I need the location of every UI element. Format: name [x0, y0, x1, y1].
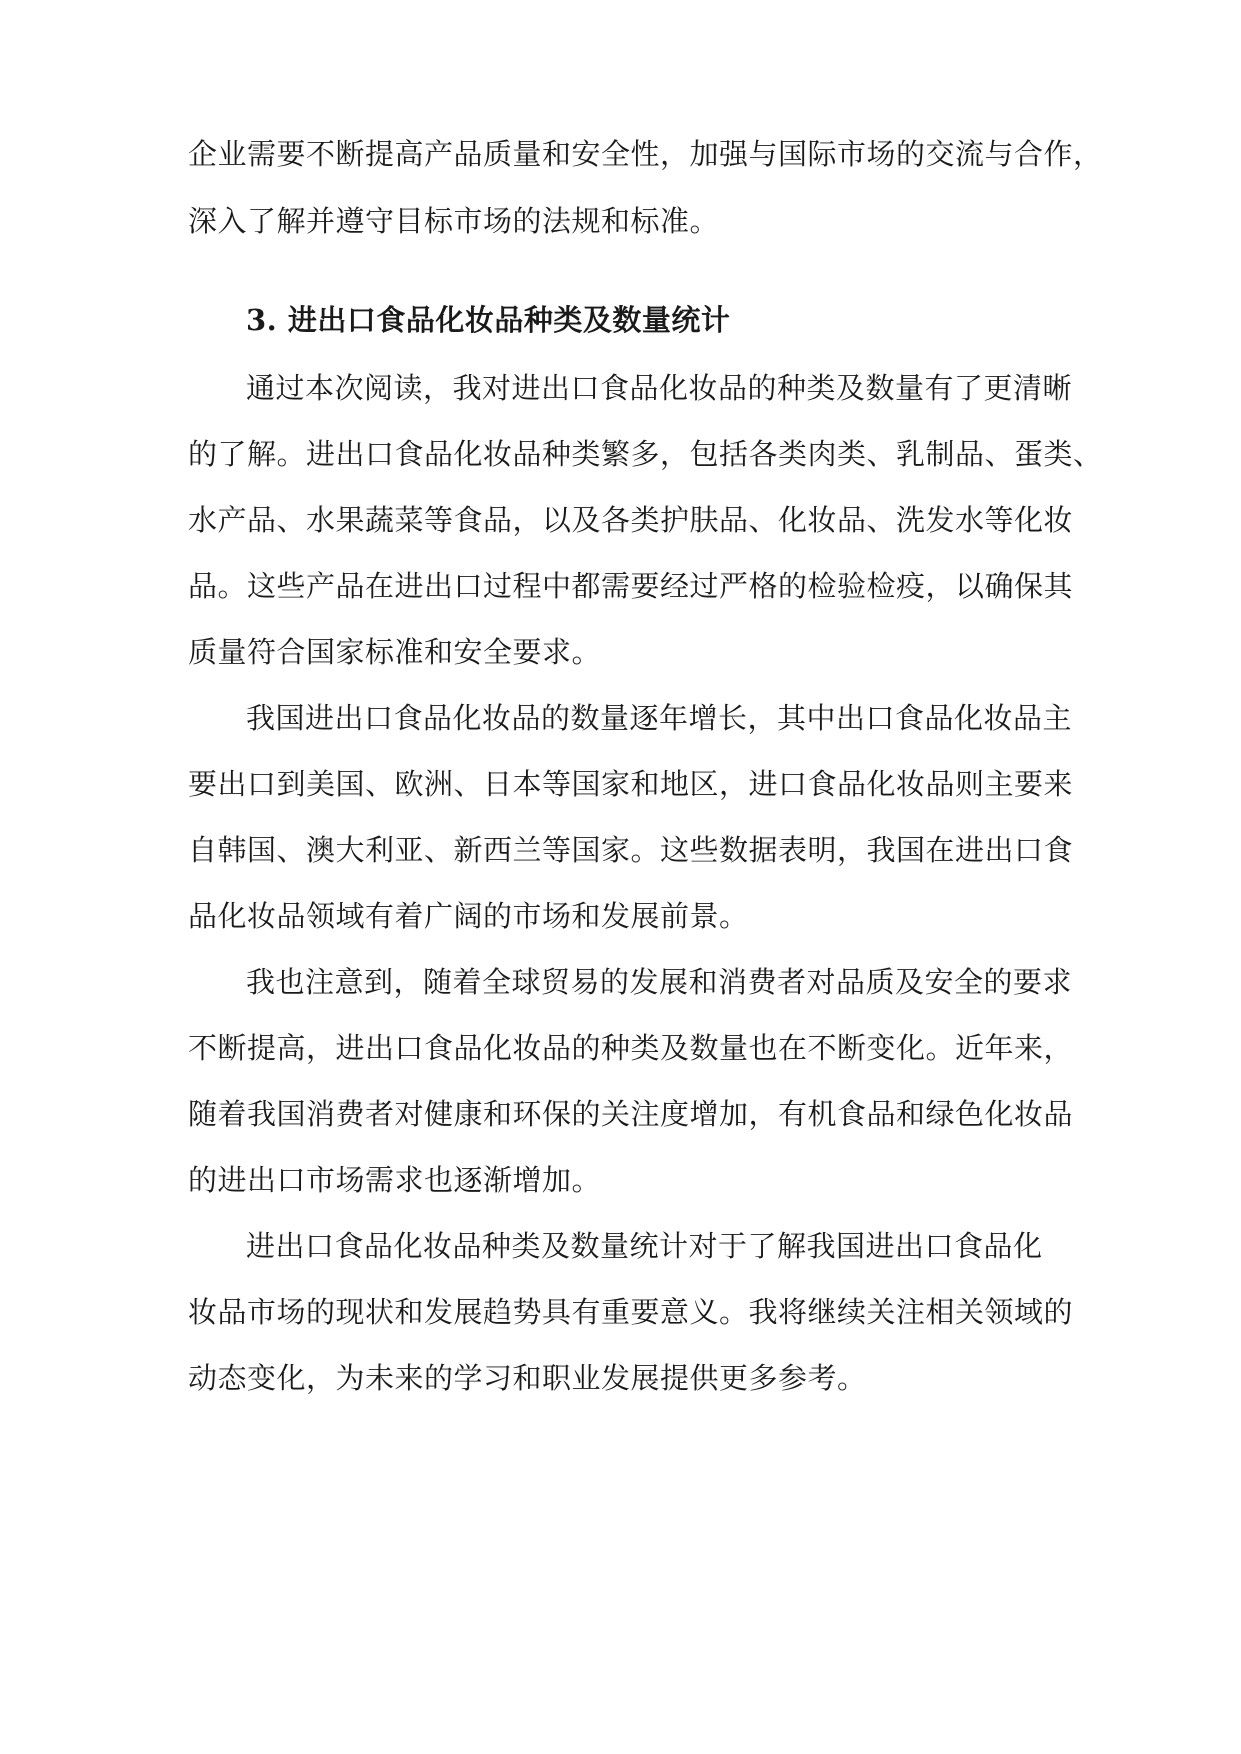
- paragraph-line: 进出口食品化妆品种类及数量统计对于了解我国进出口食品化: [246, 1229, 1043, 1263]
- paragraph-line: 的了解。进出口食品化妆品种类繁多，包括各类肉类、乳制品、蛋类、: [188, 437, 1103, 471]
- paragraph-line: 品化妆品领域有着广阔的市场和发展前景。: [188, 899, 749, 933]
- section-heading: 3. 进出口食品化妆品种类及数量统计: [246, 303, 731, 337]
- paragraph-line: 深入了解并遵守目标市场的法规和标准。: [188, 204, 720, 238]
- paragraph-line: 自韩国、澳大利亚、新西兰等国家。这些数据表明，我国在进出口食: [188, 833, 1074, 867]
- paragraph-line: 随着我国消费者对健康和环保的关注度增加，有机食品和绿色化妆品: [188, 1097, 1074, 1131]
- paragraph-line: 水产品、水果蔬菜等食品，以及各类护肤品、化妆品、洗发水等化妆: [188, 503, 1074, 537]
- paragraph-line: 我国进出口食品化妆品的数量逐年增长，其中出口食品化妆品主: [246, 701, 1073, 735]
- paragraph-line: 企业需要不断提高产品质量和安全性，加强与国际市场的交流与合作，: [188, 137, 1103, 171]
- paragraph-line: 妆品市场的现状和发展趋势具有重要意义。我将继续关注相关领域的: [188, 1295, 1074, 1329]
- paragraph-line: 不断提高，进出口食品化妆品的种类及数量也在不断变化。近年来，: [188, 1031, 1074, 1065]
- paragraph-line: 的进出口市场需求也逐渐增加。: [188, 1163, 602, 1197]
- paragraph-line: 动态变化，为未来的学习和职业发展提供更多参考。: [188, 1361, 867, 1395]
- paragraph-line: 品。这些产品在进出口过程中都需要经过严格的检验检疫，以确保其: [188, 569, 1074, 603]
- paragraph-line: 质量符合国家标准和安全要求。: [188, 635, 602, 669]
- paragraph-line: 要出口到美国、欧洲、日本等国家和地区，进口食品化妆品则主要来: [188, 767, 1074, 801]
- paragraph-line: 通过本次阅读，我对进出口食品化妆品的种类及数量有了更清晰: [246, 371, 1073, 405]
- paragraph-line: 我也注意到，随着全球贸易的发展和消费者对品质及安全的要求: [246, 965, 1073, 999]
